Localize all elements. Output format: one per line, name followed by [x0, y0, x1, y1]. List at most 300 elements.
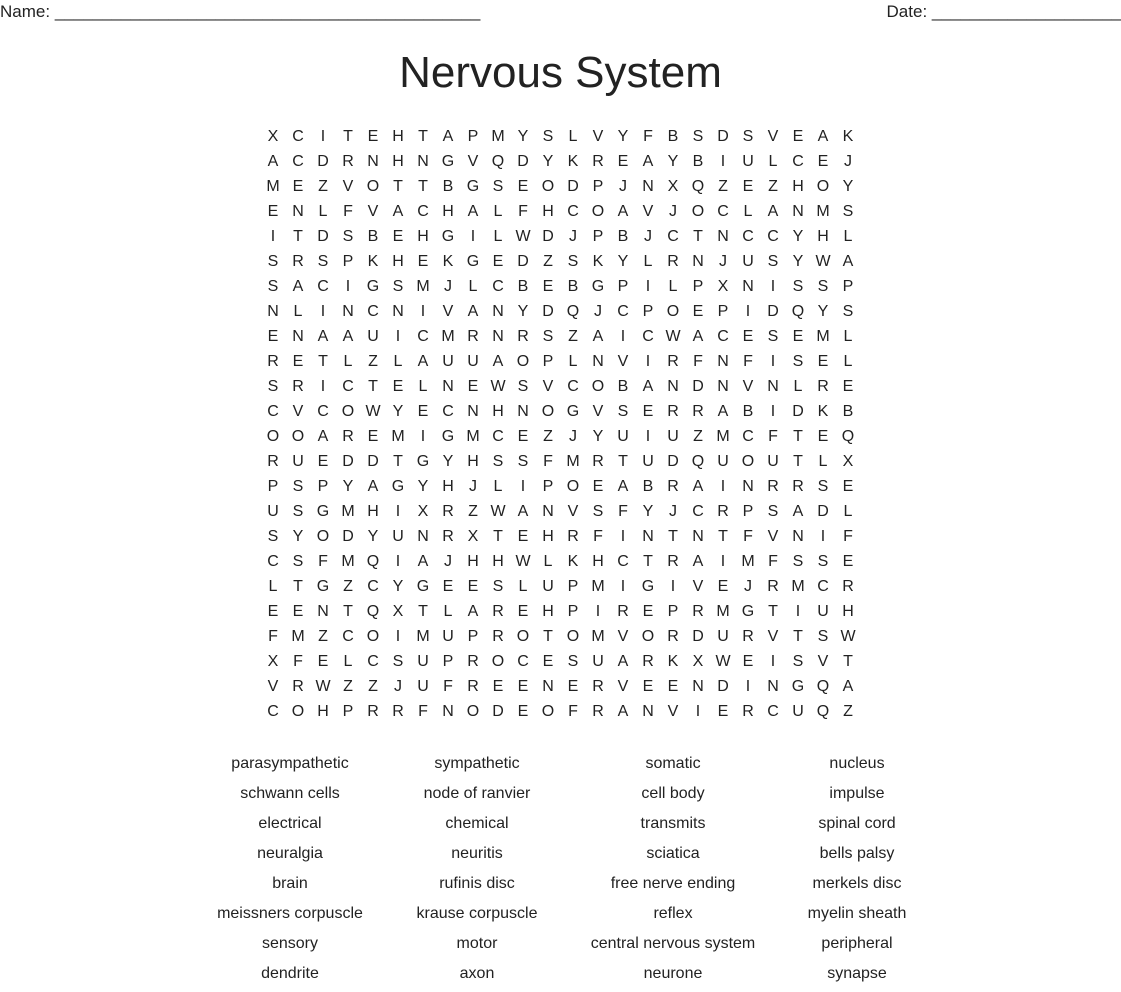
- date-blank-line[interactable]: ____________________: [931, 2, 1121, 21]
- grid-letter[interactable]: B: [742, 403, 754, 420]
- grid-letter[interactable]: C: [792, 153, 804, 170]
- grid-letter[interactable]: R: [342, 428, 354, 445]
- grid-letter[interactable]: S: [492, 178, 504, 195]
- grid-letter[interactable]: C: [742, 228, 754, 245]
- grid-letter[interactable]: U: [742, 153, 754, 170]
- grid-letter[interactable]: T: [618, 453, 628, 470]
- grid-letter[interactable]: H: [442, 478, 454, 495]
- grid-letter[interactable]: E: [742, 328, 754, 345]
- grid-letter[interactable]: R: [617, 603, 629, 620]
- grid-letter[interactable]: R: [842, 578, 854, 595]
- grid-letter[interactable]: Y: [517, 303, 529, 320]
- grid-letter[interactable]: E: [267, 603, 279, 620]
- grid-letter[interactable]: S: [267, 378, 279, 395]
- grid-letter[interactable]: R: [367, 703, 379, 720]
- grid-letter[interactable]: I: [395, 328, 401, 345]
- grid-letter[interactable]: F: [418, 703, 428, 720]
- grid-letter[interactable]: L: [493, 228, 503, 245]
- grid-letter[interactable]: U: [292, 453, 304, 470]
- grid-letter[interactable]: N: [642, 528, 654, 545]
- grid-letter[interactable]: L: [793, 378, 803, 395]
- grid-letter[interactable]: E: [467, 378, 479, 395]
- grid-letter[interactable]: I: [320, 378, 326, 395]
- grid-letter[interactable]: M: [741, 553, 755, 570]
- grid-letter[interactable]: S: [267, 278, 279, 295]
- grid-letter[interactable]: A: [767, 203, 779, 220]
- grid-letter[interactable]: R: [667, 478, 679, 495]
- grid-letter[interactable]: O: [266, 428, 280, 445]
- grid-letter[interactable]: W: [665, 328, 681, 345]
- grid-letter[interactable]: N: [742, 278, 754, 295]
- grid-letter[interactable]: V: [592, 128, 604, 145]
- grid-letter[interactable]: N: [717, 353, 729, 370]
- grid-letter[interactable]: B: [367, 228, 379, 245]
- grid-letter[interactable]: T: [393, 453, 403, 470]
- grid-letter[interactable]: R: [592, 703, 604, 720]
- grid-letter[interactable]: Z: [543, 428, 553, 445]
- grid-letter[interactable]: A: [842, 253, 854, 270]
- grid-letter[interactable]: N: [417, 153, 429, 170]
- grid-letter[interactable]: Y: [517, 128, 529, 145]
- grid-letter[interactable]: D: [542, 228, 554, 245]
- grid-letter[interactable]: V: [267, 678, 279, 695]
- grid-letter[interactable]: L: [843, 328, 853, 345]
- grid-letter[interactable]: W: [490, 378, 506, 395]
- grid-letter[interactable]: V: [292, 403, 304, 420]
- grid-letter[interactable]: C: [317, 403, 329, 420]
- grid-letter[interactable]: R: [717, 503, 729, 520]
- grid-letter[interactable]: A: [467, 303, 479, 320]
- grid-letter[interactable]: T: [293, 228, 303, 245]
- grid-letter[interactable]: O: [366, 628, 380, 645]
- grid-letter[interactable]: S: [817, 478, 829, 495]
- grid-letter[interactable]: A: [842, 678, 854, 695]
- grid-letter[interactable]: H: [442, 203, 454, 220]
- grid-letter[interactable]: F: [618, 503, 628, 520]
- grid-letter[interactable]: Q: [366, 603, 380, 620]
- grid-letter[interactable]: X: [842, 453, 854, 470]
- grid-letter[interactable]: R: [592, 453, 604, 470]
- grid-letter[interactable]: E: [542, 278, 554, 295]
- grid-letter[interactable]: P: [592, 178, 604, 195]
- grid-letter[interactable]: O: [541, 703, 555, 720]
- grid-letter[interactable]: U: [617, 428, 629, 445]
- grid-letter[interactable]: E: [367, 428, 379, 445]
- grid-letter[interactable]: Q: [816, 703, 830, 720]
- grid-letter[interactable]: S: [292, 503, 304, 520]
- grid-letter[interactable]: S: [292, 478, 304, 495]
- grid-letter[interactable]: H: [842, 603, 854, 620]
- grid-letter[interactable]: J: [844, 153, 852, 170]
- grid-letter[interactable]: F: [743, 353, 753, 370]
- grid-letter[interactable]: D: [692, 628, 704, 645]
- grid-letter[interactable]: Q: [791, 303, 805, 320]
- grid-letter[interactable]: T: [543, 628, 553, 645]
- grid-letter[interactable]: K: [592, 253, 604, 270]
- grid-letter[interactable]: N: [642, 703, 654, 720]
- grid-letter[interactable]: O: [591, 203, 605, 220]
- grid-letter[interactable]: C: [567, 378, 579, 395]
- grid-letter[interactable]: F: [643, 128, 653, 145]
- grid-letter[interactable]: Z: [368, 353, 378, 370]
- grid-letter[interactable]: P: [717, 303, 729, 320]
- grid-letter[interactable]: I: [270, 228, 276, 245]
- grid-letter[interactable]: E: [792, 328, 804, 345]
- grid-letter[interactable]: A: [592, 328, 604, 345]
- grid-letter[interactable]: R: [517, 328, 529, 345]
- grid-letter[interactable]: U: [667, 428, 679, 445]
- grid-letter[interactable]: E: [567, 678, 579, 695]
- grid-letter[interactable]: E: [817, 153, 829, 170]
- grid-letter[interactable]: E: [367, 128, 379, 145]
- grid-letter[interactable]: P: [667, 603, 679, 620]
- grid-letter[interactable]: V: [617, 678, 629, 695]
- grid-letter[interactable]: T: [793, 453, 803, 470]
- grid-letter[interactable]: E: [667, 678, 679, 695]
- grid-letter[interactable]: N: [492, 303, 504, 320]
- grid-letter[interactable]: I: [620, 528, 626, 545]
- grid-letter[interactable]: H: [367, 503, 379, 520]
- grid-letter[interactable]: I: [670, 578, 676, 595]
- grid-letter[interactable]: S: [792, 353, 804, 370]
- grid-letter[interactable]: R: [792, 478, 804, 495]
- grid-letter[interactable]: C: [492, 428, 504, 445]
- grid-letter[interactable]: O: [516, 353, 530, 370]
- grid-letter[interactable]: I: [420, 428, 426, 445]
- grid-letter[interactable]: S: [342, 228, 354, 245]
- grid-letter[interactable]: B: [442, 178, 454, 195]
- grid-letter[interactable]: C: [817, 578, 829, 595]
- grid-letter[interactable]: V: [617, 353, 629, 370]
- grid-letter[interactable]: T: [493, 528, 503, 545]
- grid-letter[interactable]: R: [292, 678, 304, 695]
- grid-letter[interactable]: S: [542, 128, 554, 145]
- grid-letter[interactable]: A: [642, 378, 654, 395]
- grid-letter[interactable]: A: [692, 328, 704, 345]
- grid-letter[interactable]: T: [343, 128, 353, 145]
- grid-letter[interactable]: N: [767, 678, 779, 695]
- grid-letter[interactable]: P: [617, 278, 629, 295]
- grid-letter[interactable]: C: [617, 303, 629, 320]
- grid-letter[interactable]: K: [367, 253, 379, 270]
- grid-letter[interactable]: K: [567, 153, 579, 170]
- grid-letter[interactable]: E: [842, 378, 854, 395]
- grid-letter[interactable]: R: [667, 403, 679, 420]
- grid-letter[interactable]: V: [667, 703, 679, 720]
- grid-letter[interactable]: R: [667, 628, 679, 645]
- grid-letter[interactable]: V: [567, 503, 579, 520]
- grid-letter[interactable]: E: [742, 653, 754, 670]
- grid-letter[interactable]: F: [593, 528, 603, 545]
- grid-letter[interactable]: F: [568, 703, 578, 720]
- grid-letter[interactable]: P: [642, 303, 654, 320]
- grid-letter[interactable]: D: [667, 453, 679, 470]
- grid-letter[interactable]: R: [392, 703, 404, 720]
- grid-letter[interactable]: T: [418, 178, 428, 195]
- date-field[interactable]: [887, 2, 1121, 22]
- grid-letter[interactable]: R: [767, 578, 779, 595]
- grid-letter[interactable]: H: [392, 153, 404, 170]
- grid-letter[interactable]: R: [667, 253, 679, 270]
- grid-letter[interactable]: C: [342, 628, 354, 645]
- grid-letter[interactable]: J: [744, 578, 752, 595]
- grid-letter[interactable]: C: [367, 578, 379, 595]
- grid-letter[interactable]: J: [669, 503, 677, 520]
- grid-letter[interactable]: H: [817, 228, 829, 245]
- grid-letter[interactable]: I: [620, 578, 626, 595]
- grid-letter[interactable]: J: [469, 478, 477, 495]
- grid-letter[interactable]: T: [768, 603, 778, 620]
- grid-letter[interactable]: B: [842, 403, 854, 420]
- grid-letter[interactable]: L: [843, 228, 853, 245]
- grid-letter[interactable]: C: [717, 328, 729, 345]
- grid-letter[interactable]: H: [392, 128, 404, 145]
- grid-letter[interactable]: U: [442, 353, 454, 370]
- grid-letter[interactable]: F: [293, 653, 303, 670]
- grid-letter[interactable]: O: [741, 453, 755, 470]
- grid-letter[interactable]: J: [669, 203, 677, 220]
- grid-letter[interactable]: M: [266, 178, 280, 195]
- grid-letter[interactable]: O: [666, 303, 680, 320]
- grid-letter[interactable]: F: [843, 528, 853, 545]
- grid-letter[interactable]: H: [417, 228, 429, 245]
- grid-letter[interactable]: H: [392, 253, 404, 270]
- grid-letter[interactable]: V: [542, 378, 554, 395]
- grid-letter[interactable]: Z: [468, 503, 478, 520]
- grid-letter[interactable]: O: [691, 203, 705, 220]
- grid-letter[interactable]: O: [291, 703, 305, 720]
- grid-letter[interactable]: S: [392, 278, 404, 295]
- grid-letter[interactable]: H: [492, 403, 504, 420]
- grid-letter[interactable]: A: [517, 503, 529, 520]
- grid-letter[interactable]: E: [842, 478, 854, 495]
- grid-letter[interactable]: P: [342, 253, 354, 270]
- grid-letter[interactable]: U: [642, 453, 654, 470]
- grid-letter[interactable]: E: [717, 578, 729, 595]
- grid-letter[interactable]: T: [793, 628, 803, 645]
- grid-letter[interactable]: I: [620, 328, 626, 345]
- grid-letter[interactable]: V: [367, 203, 379, 220]
- grid-letter[interactable]: E: [467, 578, 479, 595]
- grid-letter[interactable]: C: [267, 403, 279, 420]
- grid-letter[interactable]: V: [767, 528, 779, 545]
- grid-letter[interactable]: C: [667, 228, 679, 245]
- grid-letter[interactable]: T: [793, 428, 803, 445]
- grid-letter[interactable]: Y: [842, 178, 854, 195]
- grid-letter[interactable]: N: [717, 228, 729, 245]
- grid-letter[interactable]: N: [342, 303, 354, 320]
- grid-letter[interactable]: G: [441, 428, 455, 445]
- grid-letter[interactable]: I: [395, 503, 401, 520]
- grid-letter[interactable]: C: [267, 553, 279, 570]
- grid-letter[interactable]: I: [770, 403, 776, 420]
- grid-letter[interactable]: C: [442, 403, 454, 420]
- grid-letter[interactable]: X: [417, 503, 429, 520]
- grid-letter[interactable]: I: [320, 303, 326, 320]
- grid-letter[interactable]: N: [367, 153, 379, 170]
- grid-letter[interactable]: R: [567, 528, 579, 545]
- grid-letter[interactable]: T: [418, 603, 428, 620]
- grid-letter[interactable]: P: [692, 278, 704, 295]
- grid-letter[interactable]: G: [416, 453, 430, 470]
- grid-letter[interactable]: L: [343, 353, 353, 370]
- grid-letter[interactable]: Q: [566, 303, 580, 320]
- grid-letter[interactable]: O: [466, 703, 480, 720]
- grid-letter[interactable]: Z: [768, 178, 778, 195]
- grid-letter[interactable]: T: [418, 128, 428, 145]
- grid-letter[interactable]: C: [267, 703, 279, 720]
- grid-letter[interactable]: S: [542, 328, 554, 345]
- grid-letter[interactable]: G: [641, 578, 655, 595]
- grid-letter[interactable]: Z: [543, 253, 553, 270]
- grid-letter[interactable]: X: [467, 528, 479, 545]
- grid-letter[interactable]: S: [817, 278, 829, 295]
- grid-letter[interactable]: R: [492, 628, 504, 645]
- grid-letter[interactable]: N: [442, 703, 454, 720]
- grid-letter[interactable]: S: [267, 528, 279, 545]
- grid-letter[interactable]: A: [267, 153, 279, 170]
- grid-letter[interactable]: J: [569, 428, 577, 445]
- grid-letter[interactable]: F: [268, 628, 278, 645]
- grid-letter[interactable]: J: [644, 228, 652, 245]
- grid-letter[interactable]: R: [442, 528, 454, 545]
- grid-letter[interactable]: Y: [392, 578, 404, 595]
- grid-letter[interactable]: N: [792, 528, 804, 545]
- grid-letter[interactable]: P: [592, 228, 604, 245]
- grid-letter[interactable]: E: [417, 253, 429, 270]
- grid-letter[interactable]: O: [291, 428, 305, 445]
- grid-letter[interactable]: Z: [343, 578, 353, 595]
- grid-letter[interactable]: Q: [491, 153, 505, 170]
- grid-letter[interactable]: L: [743, 203, 753, 220]
- grid-letter[interactable]: S: [492, 453, 504, 470]
- grid-letter[interactable]: A: [642, 153, 654, 170]
- grid-letter[interactable]: Y: [817, 303, 829, 320]
- grid-letter[interactable]: M: [416, 278, 430, 295]
- grid-letter[interactable]: Z: [568, 328, 578, 345]
- grid-letter[interactable]: O: [541, 178, 555, 195]
- grid-letter[interactable]: C: [367, 653, 379, 670]
- grid-letter[interactable]: I: [770, 353, 776, 370]
- grid-letter[interactable]: J: [594, 303, 602, 320]
- grid-letter[interactable]: Y: [442, 453, 454, 470]
- grid-letter[interactable]: O: [541, 403, 555, 420]
- grid-letter[interactable]: Y: [367, 528, 379, 545]
- grid-letter[interactable]: R: [442, 503, 454, 520]
- grid-letter[interactable]: E: [717, 703, 729, 720]
- grid-letter[interactable]: V: [742, 378, 754, 395]
- grid-letter[interactable]: S: [767, 503, 779, 520]
- grid-letter[interactable]: V: [342, 178, 354, 195]
- grid-letter[interactable]: S: [767, 328, 779, 345]
- grid-letter[interactable]: C: [692, 503, 704, 520]
- grid-letter[interactable]: P: [467, 128, 479, 145]
- grid-letter[interactable]: T: [693, 228, 703, 245]
- grid-letter[interactable]: U: [267, 503, 279, 520]
- grid-letter[interactable]: E: [517, 178, 529, 195]
- grid-letter[interactable]: E: [267, 328, 279, 345]
- grid-letter[interactable]: J: [444, 553, 452, 570]
- grid-letter[interactable]: O: [591, 378, 605, 395]
- grid-letter[interactable]: M: [791, 578, 805, 595]
- grid-letter[interactable]: I: [720, 478, 726, 495]
- grid-letter[interactable]: U: [592, 653, 604, 670]
- grid-letter[interactable]: J: [569, 228, 577, 245]
- grid-letter[interactable]: V: [617, 628, 629, 645]
- grid-letter[interactable]: J: [394, 678, 402, 695]
- grid-letter[interactable]: S: [767, 253, 779, 270]
- grid-letter[interactable]: V: [767, 128, 779, 145]
- grid-letter[interactable]: R: [742, 628, 754, 645]
- grid-letter[interactable]: S: [292, 553, 304, 570]
- grid-letter[interactable]: P: [467, 628, 479, 645]
- grid-letter[interactable]: M: [591, 578, 605, 595]
- grid-letter[interactable]: E: [517, 678, 529, 695]
- grid-letter[interactable]: T: [393, 178, 403, 195]
- grid-letter[interactable]: T: [293, 578, 303, 595]
- grid-letter[interactable]: E: [517, 528, 529, 545]
- grid-letter[interactable]: O: [366, 178, 380, 195]
- grid-letter[interactable]: G: [566, 403, 580, 420]
- grid-letter[interactable]: N: [692, 528, 704, 545]
- grid-letter[interactable]: L: [343, 653, 353, 670]
- grid-letter[interactable]: C: [767, 228, 779, 245]
- grid-letter[interactable]: X: [692, 653, 704, 670]
- grid-letter[interactable]: G: [741, 603, 755, 620]
- grid-letter[interactable]: O: [491, 653, 505, 670]
- grid-letter[interactable]: N: [442, 378, 454, 395]
- grid-letter[interactable]: H: [542, 528, 554, 545]
- grid-letter[interactable]: A: [692, 553, 704, 570]
- grid-letter[interactable]: A: [792, 503, 804, 520]
- grid-letter[interactable]: C: [617, 553, 629, 570]
- grid-letter[interactable]: W: [315, 678, 331, 695]
- grid-letter[interactable]: E: [792, 128, 804, 145]
- grid-letter[interactable]: E: [517, 703, 529, 720]
- grid-letter[interactable]: S: [592, 503, 604, 520]
- grid-letter[interactable]: J: [444, 278, 452, 295]
- grid-letter[interactable]: L: [518, 578, 528, 595]
- grid-letter[interactable]: H: [542, 603, 554, 620]
- grid-letter[interactable]: W: [515, 553, 531, 570]
- grid-letter[interactable]: I: [520, 478, 526, 495]
- grid-letter[interactable]: O: [566, 628, 580, 645]
- grid-letter[interactable]: A: [317, 428, 329, 445]
- grid-letter[interactable]: N: [542, 503, 554, 520]
- grid-letter[interactable]: R: [692, 403, 704, 420]
- grid-letter[interactable]: S: [517, 453, 529, 470]
- grid-letter[interactable]: G: [416, 578, 430, 595]
- grid-letter[interactable]: E: [292, 603, 304, 620]
- grid-letter[interactable]: B: [517, 278, 529, 295]
- grid-letter[interactable]: L: [668, 278, 678, 295]
- grid-letter[interactable]: B: [567, 278, 579, 295]
- grid-letter[interactable]: T: [343, 603, 353, 620]
- grid-letter[interactable]: U: [792, 703, 804, 720]
- grid-letter[interactable]: W: [840, 628, 856, 645]
- grid-letter[interactable]: R: [267, 353, 279, 370]
- grid-letter[interactable]: N: [417, 528, 429, 545]
- grid-letter[interactable]: R: [767, 478, 779, 495]
- grid-letter[interactable]: D: [317, 228, 329, 245]
- grid-letter[interactable]: C: [417, 203, 429, 220]
- grid-letter[interactable]: I: [745, 303, 751, 320]
- grid-letter[interactable]: Q: [841, 428, 855, 445]
- grid-letter[interactable]: L: [268, 578, 278, 595]
- grid-letter[interactable]: C: [767, 703, 779, 720]
- grid-letter[interactable]: C: [417, 328, 429, 345]
- grid-letter[interactable]: N: [292, 328, 304, 345]
